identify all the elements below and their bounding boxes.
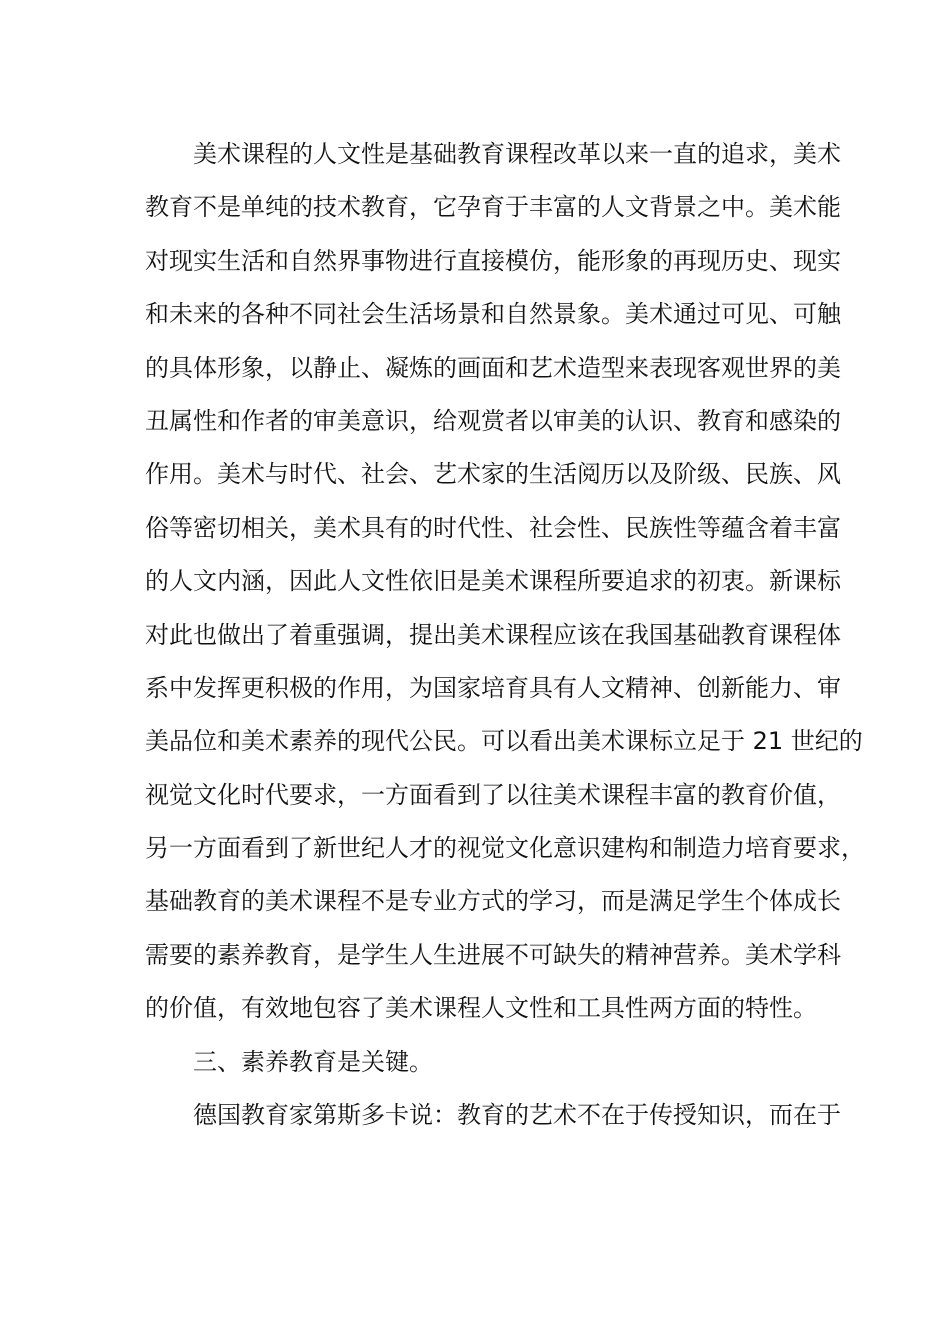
paragraph-line: 需要的素养教育，是学生人生进展不可缺失的精神营养。美术学科 — [145, 940, 841, 969]
paragraph-line: 丑属性和作者的审美意识，给观赏者以审美的认识、教育和感染的 — [145, 406, 841, 435]
paragraph-line: 教育不是单纯的技术教育，它孕育于丰富的人文背景之中。美术能 — [145, 193, 841, 222]
paragraph-line: 视觉文化时代要求，一方面看到了以往美术课程丰富的教育价值， — [145, 780, 841, 809]
paragraph-line: 的人文内涵，因此人文性依旧是美术课程所要追求的初衷。新课标 — [145, 567, 841, 596]
paragraph-line: 俗等密切相关，美术具有的时代性、社会性、民族性等蕴含着丰富 — [145, 513, 841, 542]
paragraph-line: 另一方面看到了新世纪人才的视觉文化意识建构和制造力培育要求， — [145, 834, 865, 863]
paragraph-line: 对现实生活和自然界事物进行直接模仿，能形象的再现历史、现实 — [145, 246, 841, 275]
paragraph-line: 德国教育家第斯多卡说：教育的艺术不在于传授知识，而在于 — [193, 1101, 841, 1130]
paragraph-line: 系中发挥更积极的作用，为国家培育具有人文精神、创新能力、审 — [145, 673, 841, 702]
paragraph-line: 基础教育的美术课程不是专业方式的学习，而是满足学生个体成长 — [145, 887, 841, 916]
section-heading: 三、素养教育是关键。 — [193, 1047, 433, 1076]
paragraph-line: 对此也做出了着重强调，提出美术课程应该在我国基础教育课程体 — [145, 620, 841, 649]
paragraph-line: 美术课程的人文性是基础教育课程改革以来一直的追求，美术 — [193, 140, 841, 168]
body-text — [145, 128, 865, 1142]
paragraph-line: 美品位和美术素养的现代公民。可以看出美术课标立足于 21 世纪的 — [145, 727, 863, 756]
paragraph-line: 作用。美术与时代、社会、艺术家的生活阅历以及阶级、民族、风 — [145, 460, 841, 489]
paragraph-line: 的价值，有效地包容了美术课程人文性和工具性两方面的特性。 — [145, 994, 817, 1023]
paragraph-line: 和未来的各种不同社会生活场景和自然景象。美术通过可见、可触 — [145, 300, 841, 329]
paragraph-line: 的具体形象，以静止、凝炼的画面和艺术造型来表现客观世界的美 — [145, 353, 841, 382]
